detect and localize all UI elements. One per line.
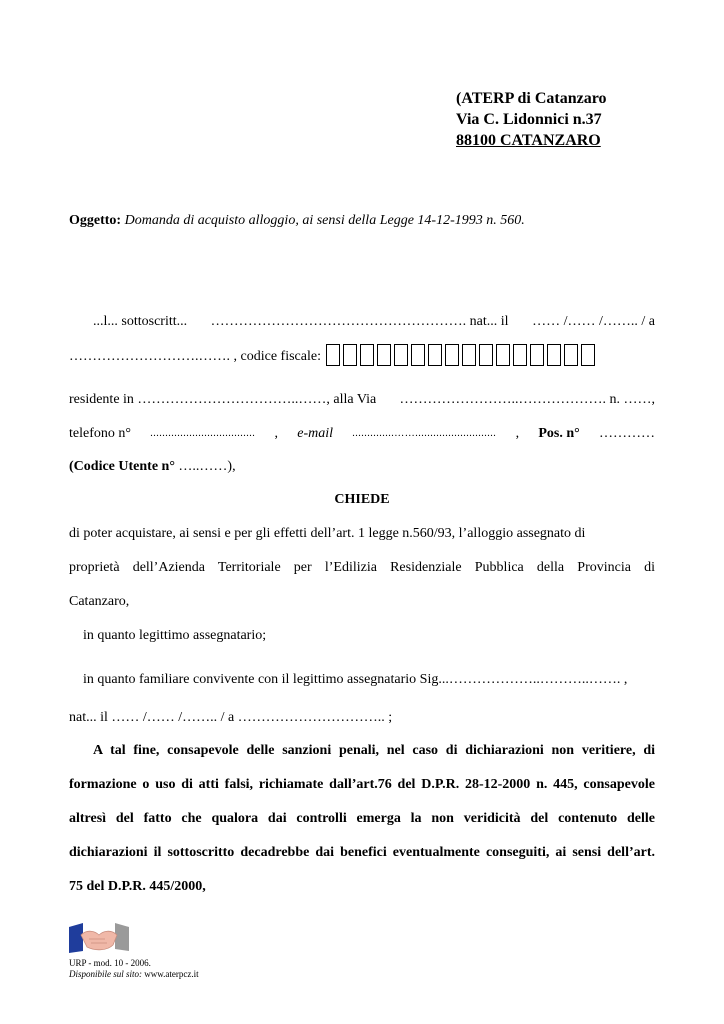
recipient-address <box>456 88 607 151</box>
form-name-field[interactable]: ………………………………………………. nat... il <box>210 314 509 329</box>
form-line-name <box>93 313 655 331</box>
cf-box[interactable] <box>547 344 561 366</box>
form-line-codice-utente <box>69 458 236 476</box>
cf-box[interactable] <box>326 344 340 366</box>
pos-field[interactable]: ………… <box>598 426 655 441</box>
cf-box[interactable] <box>394 344 408 366</box>
form-birthplace-field[interactable]: ……………………….……. , codice fiscale <box>69 349 318 364</box>
cf-box[interactable] <box>581 344 595 366</box>
cf-box[interactable] <box>428 344 442 366</box>
footer-module: URP - mod. 10 - 2006. <box>69 958 151 968</box>
form-via-field[interactable]: ……………………..………………. n. ……, <box>399 392 655 407</box>
request-text-1: di poter acquistare, ai sensi e per gli effetti dell’art. 1 legge n.560/93, l’alloggio assegnato di <box>69 526 586 541</box>
cf-box[interactable] <box>411 344 425 366</box>
subject-text: Domanda di acquisto alloggio, ai sensi della Legge 14-12-1993 n. 560. <box>124 213 525 228</box>
form-line-contatti <box>69 425 655 443</box>
form-sottoscritto[interactable]: ...l... sottoscritt... <box>93 314 188 329</box>
request-line-2: proprietà dell’Azienda Territoriale per l’Edilizia Residenziale Pubblica della Provincia di <box>69 560 655 575</box>
cf-box[interactable] <box>360 344 374 366</box>
declaration-line-4: dichiarazioni il sottoscritto decadrebbe dai benefici eventualmente conseguiti, ai sensi dell’art. <box>69 845 655 860</box>
codice-utente-paren: ( <box>69 459 74 474</box>
address-line-1: (ATERP di Catanzaro <box>456 90 607 107</box>
handshake-logo-icon <box>69 921 131 955</box>
codice-utente-label: Codice Utente n° <box>73 459 175 474</box>
cf-box[interactable] <box>462 344 476 366</box>
address-line-3: 88100 CATANZARO <box>456 132 601 149</box>
cf-box[interactable] <box>496 344 510 366</box>
chiede-heading: CHIEDE <box>334 492 390 507</box>
cf-box[interactable] <box>377 344 391 366</box>
telefono-label: telefono n° <box>69 426 131 441</box>
telefono-field[interactable]: ................................... <box>150 428 256 439</box>
option-familiare-nascita[interactable]: nat... il …… /…… /…….. / a ………………………….. ; <box>69 710 393 725</box>
footer-note <box>69 958 199 980</box>
form-line-residenza <box>69 391 655 409</box>
option-legittimo-assegnatario[interactable]: in quanto legittimo assegnatario; <box>83 628 267 643</box>
form-birth-field[interactable]: …… /…… /…….. / a <box>532 314 655 329</box>
footer-site-label: Disponibile sul sito: <box>69 969 143 979</box>
cf-box[interactable] <box>530 344 544 366</box>
form-line-codice-fiscale <box>69 344 595 366</box>
cf-box[interactable] <box>513 344 527 366</box>
form-residenza-field[interactable]: residente in ……………………………..……, alla Via <box>69 392 377 407</box>
footer-availability <box>69 969 199 980</box>
address-line-2: Via C. Lidonnici n.37 <box>456 111 602 128</box>
declaration-line-1: A tal fine, consapevole delle sanzioni penali, nel caso di dichiarazioni non veritiere, di <box>93 743 655 758</box>
codice-utente-field[interactable]: …..……), <box>178 459 236 474</box>
comma: , <box>274 426 278 441</box>
cf-box[interactable] <box>479 344 493 366</box>
cf-box[interactable] <box>564 344 578 366</box>
option-familiare-convivente[interactable]: in quanto familiare convivente con il legittimo assegnatario Sig...………………..………..……. , <box>83 672 628 687</box>
codice-fiscale-boxes[interactable] <box>326 344 595 366</box>
footer-site-link[interactable]: www.aterpcz.it <box>144 969 199 979</box>
pos-label: Pos. n° <box>538 426 580 441</box>
comma: , <box>515 426 520 441</box>
subject-line <box>69 212 525 230</box>
email-field[interactable]: ..............……........................... <box>352 428 497 439</box>
declaration-line-2: formazione o uso di atti falsi, richiamate dall’art.76 del D.P.R. 28-12-2000 n. 445, consapevole <box>69 777 655 792</box>
cf-box[interactable] <box>343 344 357 366</box>
request-line-1 <box>69 525 655 543</box>
request-line-3: Catanzaro, <box>69 594 130 609</box>
declaration-line-5: 75 del D.P.R. 445/2000, <box>69 879 206 894</box>
cf-box[interactable] <box>445 344 459 366</box>
subject-label: Oggetto: <box>69 213 122 228</box>
email-label: e-mail <box>297 426 334 441</box>
declaration-line-3: altresì del fatto che qualora dai controlli emerga la non veridicità del contenuto delle <box>69 811 655 826</box>
codice-fiscale-colon: : <box>317 349 321 364</box>
